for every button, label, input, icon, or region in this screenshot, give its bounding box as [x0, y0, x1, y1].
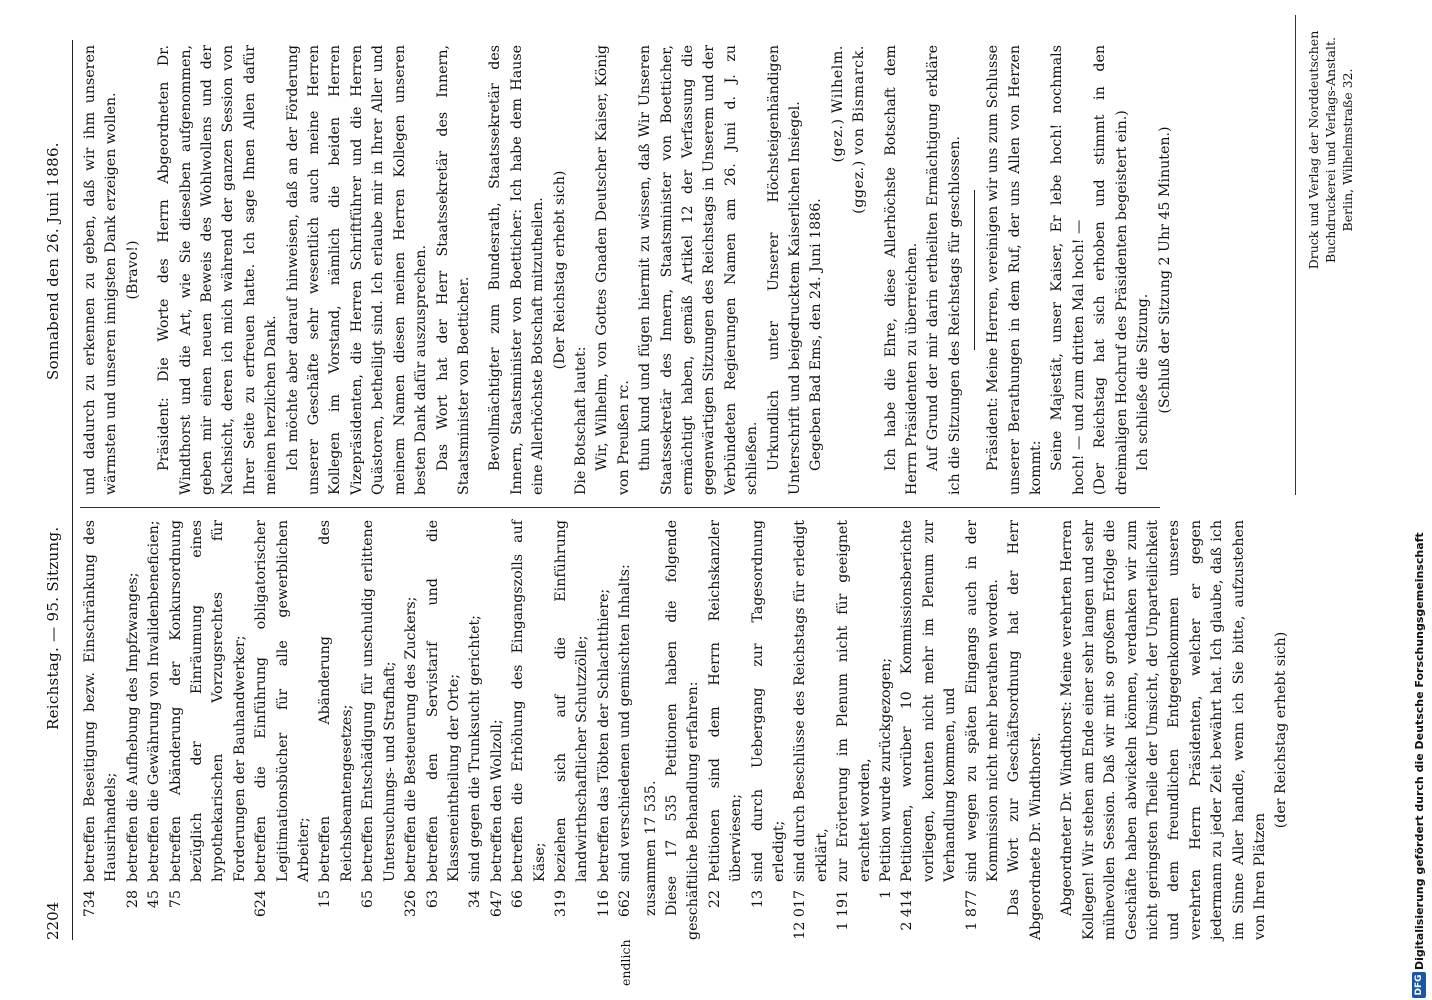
petition-count: 75 — [167, 890, 184, 909]
petition-count: 1 191 — [835, 890, 852, 931]
petition-entry — [962, 520, 1005, 940]
petition-text: betreffen das Töbten der Schlachtthiere; — [595, 588, 612, 882]
petition-text: betreffen Abänderung des Reichsbeamtengesetzes; — [317, 520, 355, 882]
petition-list — [80, 520, 637, 986]
section-rule — [974, 190, 975, 350]
rise-note-left: (der Reichstag erhebt sich) — [1273, 631, 1290, 829]
petition-text: sind durch Beschlüsse des Reichstags für erledigt erklärt, — [792, 520, 830, 882]
petition-prefix: endlich — [618, 939, 634, 986]
president-speech-4: Präsident: Meine Herren, vereinigen wir uns zum Schlusse unserer Berathungen in dem Ruf, der uns Allen von Herzen kommt: — [985, 45, 1045, 495]
footer-rule — [1295, 15, 1296, 495]
botschaft-line-3: Urkundlich unter Unserer Höchsteigenhändigen Unterschrift und beigedrucktem Kaiserlichen Insiegel. — [765, 45, 803, 495]
right-column — [80, 45, 1173, 495]
petition-text: Petitionen, worüber 10 Kommissionsberichte vorliegen, konnten nicht mehr im Plenum zur Verhandlung kommen, und — [899, 520, 959, 882]
petition-text: betreffen die Aufhebung des Impfzwanges; — [124, 572, 141, 882]
petition-entry — [748, 520, 791, 940]
petition-entry — [897, 520, 961, 940]
petition-count: 66 — [510, 890, 527, 909]
petition-count: 12 017 — [792, 890, 809, 940]
petition-text: betreffen den Servistarif und die Klasseneintheilung der Orte; — [424, 520, 462, 882]
petition-entry — [551, 520, 594, 940]
botschaft-given: Gegeben Bad Ems, den 24. Juni 1886. — [808, 198, 825, 471]
signature-wilhelm: (gez.) Wilhelm. — [829, 45, 846, 163]
close-session: Ich schließe die Sitzung. — [1135, 293, 1152, 471]
petition-text: zur Erörterung im Plenum nicht für geeignet erachtet worden, — [835, 520, 873, 882]
bravo-note: (Bravo!) — [124, 240, 141, 300]
petition-text: Petition wurde zurückgezogen; — [878, 658, 895, 882]
printer-line-2: Berlin, Wilhelmstraße 32. — [1340, 68, 1355, 232]
petition-entry — [251, 520, 315, 940]
petition-entry — [790, 520, 833, 940]
dfg-notice — [1410, 0, 1430, 1000]
petition-count: 647 — [488, 890, 505, 918]
petition-count: 34 — [467, 890, 484, 909]
petition-text: sind wegen zu späten Eingangs auch in der Kommission nicht mehr berathen worden. — [963, 520, 1002, 882]
petition-count: 624 — [253, 890, 270, 918]
petition-entry — [487, 520, 508, 940]
petition-text: betreffen Beseitigung bezw. Einschränkung des Hausirhandels; — [82, 520, 120, 882]
word-to-windthorst: Das Wort zur Geschäftsordnung hat der Herr Abgeordnete Dr. Windthorst. — [1006, 520, 1044, 940]
petition-text: betreffen die Gewährung von Invalidenbeneficien; — [146, 520, 163, 882]
signature-bismarck: (ggez.) von Bismarck. — [851, 45, 868, 214]
petition-entry — [166, 520, 252, 940]
petition-count: 2 414 — [899, 890, 916, 931]
petition-entry — [833, 520, 876, 940]
petition-count: 1 877 — [963, 890, 980, 931]
petition-entry — [876, 520, 897, 940]
petition-count: 15 — [317, 890, 334, 909]
cheer-note: (Der Reichstag hat sich erhoben und stimmt in den dreimaligen Hochruf des Präsidenten begeistert ein.) — [1092, 45, 1130, 495]
petition-count: 734 — [82, 890, 98, 918]
petition-count: 1 — [878, 890, 895, 900]
petition-text: sind durch Uebergang zur Tagesordnung erledigt; — [749, 520, 787, 882]
petition-text: sind verschiedenen und gemischten Inhalts: — [617, 564, 634, 882]
column-rule — [80, 507, 1160, 508]
petition-count: 63 — [424, 890, 441, 909]
petition-entry — [423, 520, 466, 940]
petition-text: betreffen den Wollzoll; — [488, 719, 505, 882]
boetticher-speech-2: Ich habe die Ehre, diese Allerhöchste Botschaft dem Herrn Präsidenten zu überreichen. — [882, 45, 921, 495]
petition-count: 319 — [552, 890, 569, 918]
president-speech-1: Präsident: Die Worte des Herrn Abgeordneten Dr. Windthorst und die Art, wie Sie dieselben aufgenommen, geben mir einen neuen Beweis des Wohlwollens und der Nachsicht, deren ich mich während der ganzen Session von Ihrer Seite zu erfreuen hatte. Ich sage Ihnen Allen dafür meinen herzlichen Dank. — [156, 45, 280, 495]
petition-entry — [508, 520, 551, 940]
petition-entry — [401, 520, 422, 940]
petition-count: 326 — [403, 890, 420, 918]
left-column — [80, 520, 1290, 986]
page-header — [40, 50, 70, 940]
petition-text: betreffen die Besteuerung des Zuckers; — [403, 596, 420, 882]
printer-imprint — [1305, 20, 1356, 280]
petition-text: sind gegen die Trunksucht gerichtet; — [467, 615, 484, 882]
spacer — [475, 45, 485, 495]
dfg-logo: DFG — [1412, 972, 1426, 998]
petition-entry — [358, 520, 401, 940]
petition-entry — [615, 520, 636, 986]
petition-entry — [705, 520, 748, 940]
spacer — [1047, 520, 1057, 940]
speech-continuation: und dadurch zu erkennen zu geben, daß wir ihm unseren wärmsten und unseren innigsten Dank erzeigen wollen. — [82, 45, 120, 495]
treatment-list — [705, 520, 1005, 940]
petition-total: zusammen 17 535. — [642, 780, 659, 916]
page-number: 2204 — [44, 901, 62, 940]
petition-count: 28 — [124, 890, 141, 909]
printer-line-1: Druck und Verlag der Norddeutschen Buchdruckerei und Verlags-Anstalt. — [1306, 30, 1338, 270]
petition-text: betreffen Entschädigung für unschuldig erlittene Untersuchungs- und Strafhaft; — [360, 520, 398, 882]
petition-count: 13 — [749, 890, 766, 909]
petition-count: 22 — [706, 890, 723, 909]
petition-count: 65 — [360, 890, 377, 909]
petition-entry — [80, 520, 123, 940]
petition-count: 116 — [595, 890, 612, 918]
botschaft-line-2: thun kund und fügen hiermit zu wissen, daß Wir Unseren Staatssekretär des Innern, Staatsminister von Boetticher, ermächtigt haben, gemäß Artikel 12 der Verfassung die gegenwärtigen Sitzungen des Reichstags in Unserem und der Verbündeten Regierungen Namen am 26. Juni d. J. zu schließen. — [637, 45, 761, 495]
petition-text: betreffen die Erhöhung des Eingangszolls auf Käse; — [510, 520, 548, 882]
petition-entry — [594, 520, 615, 940]
petition-entry — [315, 520, 358, 940]
petition-text: betreffen Abänderung der Konkursordnung bezüglich der Einräumung eines hypothekarischen Vorzugsrechtes für Forderungen der Bauhandwerker; — [167, 520, 248, 882]
president-speech-2: Ich möchte aber darauf hinweisen, daß an der Förderung unserer Geschäfte sehr wesentlich auch meine Herren Kollegen im Vorstand, nämlich die beiden Herren Vizepräsidenten, die Herren Schriftführer und die Herren Quästoren, betheiligt sind. Ich erlaube mir in Ihrer Aller und meinem Namen diesen meinen Herren Kollegen unseren besten Dank dafür auszusprechen. — [284, 45, 430, 495]
dfg-text: Digitalisierung gefördert durch die Deutsche Forschungsgemeinschaft — [1413, 532, 1426, 970]
petition-text: beziehen sich auf die Einführung landwirthschaftlicher Schutzzölle; — [552, 520, 591, 882]
botschaft-intro: Die Botschaft lautet: — [572, 346, 589, 495]
windthorst-speech: Abgeordneter Dr. Windthorst: Meine verehrten Herren Kollegen! Wir stehen am Ende einer sehr langen und sehr mühevollen Session. Daß wir mit so großem Erfolge die Geschäfte haben abwickeln können, verdanken wir zum nicht geringsten Theile der Umsicht, der Unparteilichkeit und dem freundlichen Entgegenkommen unseres verehrten Herrn Präsidenten, welcher er gegen jedermann zu jeder Zeit bewährt hat. Ich glaube, daß ich im Sinne Aller handle, wenn ich Sie bitte, aufzustehen von Ihren Plätzen — [1059, 520, 1268, 940]
rise-note-right: (Der Reichstag erhebt sich) — [551, 170, 568, 370]
session-title: Reichstag. — 95. Sitzung. — [44, 526, 62, 730]
petition-entry — [465, 520, 486, 940]
cheer-text: Seine Majestät, unser Kaiser, Er lebe hoch! nochmals hoch! — und zum dritten Mal hoch! — — [1049, 45, 1087, 495]
spacer — [144, 45, 154, 495]
petition-count: 45 — [146, 890, 163, 909]
petition-text: Petitionen sind dem Herrn Reichskanzler überwiesen; — [706, 520, 745, 882]
header-rule — [72, 40, 73, 940]
spacer — [871, 45, 881, 495]
petition-count: 662 — [617, 890, 634, 918]
petition-entry — [144, 520, 165, 940]
boetticher-speech: Bevollmächtigter zum Bundesrath, Staatssekretär des Innern, Staatsminister von Boetticher: Ich habe dem Hause eine Allerhöchste Botschaft mitzutheilen. — [487, 45, 547, 495]
president-speech-3: Das Wort hat der Herr Staatssekretär des Innern, Staatsminister von Boetticher. — [434, 45, 472, 495]
petition-intro: Diese 17 535 Petitionen haben die folgende geschäftliche Behandlung erfahren: — [663, 520, 702, 940]
closing-declaration: Auf Grund der mir darin ertheilten Ermächtigung erkläre ich die Sitzungen des Reichstags für geschlossen. — [925, 45, 963, 495]
end-time: (Schluß der Sitzung 2 Uhr 45 Minuten.) — [1156, 126, 1173, 414]
petition-entry — [123, 520, 144, 940]
botschaft-line-1: Wir, Wilhelm, von Gottes Gnaden Deutscher Kaiser, König von Preußen rc. — [594, 45, 632, 495]
petition-text: betreffen die Einführung obligatorischer Legitimationsbücher für alle gewerblichen Arbeiter; — [253, 520, 313, 882]
session-date: Sonnabend den 26. Juni 1886. — [44, 142, 62, 380]
